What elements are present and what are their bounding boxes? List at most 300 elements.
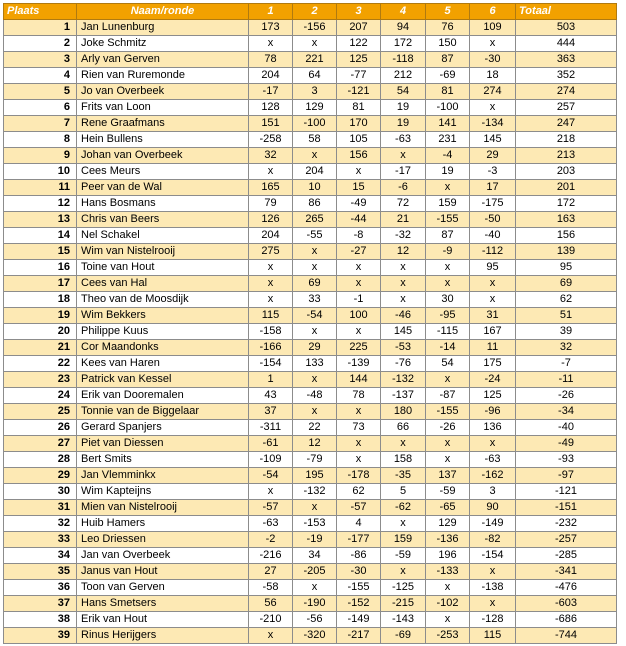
round-2-cell: 10	[293, 180, 337, 196]
player-name-cell: Piet van Diessen	[77, 436, 249, 452]
table-row	[4, 548, 617, 564]
round-2-cell: x	[293, 324, 337, 340]
round-1-cell: 78	[249, 52, 293, 68]
header-totaal: Totaal	[516, 4, 617, 20]
table-row	[4, 116, 617, 132]
player-name-cell: Arly van Gerven	[77, 52, 249, 68]
round-1-cell: 115	[249, 308, 293, 324]
round-4-cell: 19	[381, 100, 426, 116]
player-name-cell: Frits van Loon	[77, 100, 249, 116]
table-row	[4, 68, 617, 84]
total-cell: -232	[516, 516, 617, 532]
round-6-cell: 31	[470, 308, 516, 324]
table-row	[4, 388, 617, 404]
table-row	[4, 420, 617, 436]
rank-cell: 22	[4, 356, 77, 372]
round-2-cell: 69	[293, 276, 337, 292]
round-3-cell: -77	[337, 68, 381, 84]
total-cell: -34	[516, 404, 617, 420]
round-5-cell: x	[426, 580, 470, 596]
round-1-cell: x	[249, 484, 293, 500]
round-4-cell: -143	[381, 612, 426, 628]
round-3-cell: -27	[337, 244, 381, 260]
table-row	[4, 228, 617, 244]
round-3-cell: x	[337, 436, 381, 452]
total-cell: 172	[516, 196, 617, 212]
table-row	[4, 468, 617, 484]
total-cell: -121	[516, 484, 617, 500]
round-3-cell: 207	[337, 20, 381, 36]
round-4-cell: 54	[381, 84, 426, 100]
round-1-cell: -17	[249, 84, 293, 100]
round-2-cell: -56	[293, 612, 337, 628]
round-3-cell: 170	[337, 116, 381, 132]
round-4-cell: -215	[381, 596, 426, 612]
round-2-cell: 12	[293, 436, 337, 452]
total-cell: -93	[516, 452, 617, 468]
player-name-cell: Hans Bosmans	[77, 196, 249, 212]
round-2-cell: -132	[293, 484, 337, 500]
table-row	[4, 564, 617, 580]
round-2-cell: 129	[293, 100, 337, 116]
round-1-cell: -63	[249, 516, 293, 532]
table-row	[4, 244, 617, 260]
total-cell: -686	[516, 612, 617, 628]
round-3-cell: -178	[337, 468, 381, 484]
round-1-cell: -57	[249, 500, 293, 516]
table-row	[4, 132, 617, 148]
round-2-cell: 204	[293, 164, 337, 180]
round-5-cell: 54	[426, 356, 470, 372]
table-row	[4, 612, 617, 628]
round-4-cell: 66	[381, 420, 426, 436]
round-6-cell: 115	[470, 628, 516, 644]
round-5-cell: -59	[426, 484, 470, 500]
round-6-cell: 90	[470, 500, 516, 516]
table-row	[4, 292, 617, 308]
round-4-cell: -59	[381, 548, 426, 564]
round-4-cell: 159	[381, 532, 426, 548]
player-name-cell: Chris van Beers	[77, 212, 249, 228]
round-5-cell: -253	[426, 628, 470, 644]
round-3-cell: 100	[337, 308, 381, 324]
round-6-cell: -154	[470, 548, 516, 564]
header-round-2: 2	[293, 4, 337, 20]
round-5-cell: -95	[426, 308, 470, 324]
round-1-cell: 165	[249, 180, 293, 196]
round-4-cell: 212	[381, 68, 426, 84]
round-6-cell: -82	[470, 532, 516, 548]
round-3-cell: x	[337, 276, 381, 292]
round-2-cell: 34	[293, 548, 337, 564]
round-3-cell: 225	[337, 340, 381, 356]
round-3-cell: x	[337, 324, 381, 340]
round-1-cell: -216	[249, 548, 293, 564]
round-6-cell: -24	[470, 372, 516, 388]
round-5-cell: 231	[426, 132, 470, 148]
table-row	[4, 164, 617, 180]
round-3-cell: 62	[337, 484, 381, 500]
round-6-cell: 136	[470, 420, 516, 436]
round-5-cell: x	[426, 180, 470, 196]
rank-cell: 23	[4, 372, 77, 388]
total-cell: 503	[516, 20, 617, 36]
round-4-cell: 72	[381, 196, 426, 212]
round-1-cell: 37	[249, 404, 293, 420]
round-3-cell: -1	[337, 292, 381, 308]
round-2-cell: 133	[293, 356, 337, 372]
rank-cell: 10	[4, 164, 77, 180]
round-2-cell: -79	[293, 452, 337, 468]
round-6-cell: x	[470, 596, 516, 612]
round-3-cell: -8	[337, 228, 381, 244]
table-row	[4, 436, 617, 452]
round-1-cell: 27	[249, 564, 293, 580]
round-2-cell: 221	[293, 52, 337, 68]
round-5-cell: 159	[426, 196, 470, 212]
round-1-cell: 204	[249, 228, 293, 244]
round-1-cell: -311	[249, 420, 293, 436]
round-1-cell: 126	[249, 212, 293, 228]
round-2-cell: x	[293, 244, 337, 260]
round-3-cell: 125	[337, 52, 381, 68]
round-3-cell: 78	[337, 388, 381, 404]
rank-cell: 24	[4, 388, 77, 404]
round-5-cell: 196	[426, 548, 470, 564]
round-5-cell: -136	[426, 532, 470, 548]
table-row	[4, 84, 617, 100]
total-cell: 201	[516, 180, 617, 196]
header-round-3: 3	[337, 4, 381, 20]
round-4-cell: -53	[381, 340, 426, 356]
rank-cell: 34	[4, 548, 77, 564]
round-4-cell: -63	[381, 132, 426, 148]
round-3-cell: -57	[337, 500, 381, 516]
round-4-cell: x	[381, 436, 426, 452]
table-row	[4, 260, 617, 276]
round-2-cell: -48	[293, 388, 337, 404]
round-2-cell: 58	[293, 132, 337, 148]
player-name-cell: Bert Smits	[77, 452, 249, 468]
player-name-cell: Erik van Dooremalen	[77, 388, 249, 404]
total-cell: -97	[516, 468, 617, 484]
round-3-cell: x	[337, 452, 381, 468]
round-5-cell: x	[426, 276, 470, 292]
round-2-cell: x	[293, 36, 337, 52]
round-6-cell: 11	[470, 340, 516, 356]
round-1-cell: 43	[249, 388, 293, 404]
round-4-cell: 5	[381, 484, 426, 500]
round-1-cell: 275	[249, 244, 293, 260]
total-cell: 444	[516, 36, 617, 52]
table-row	[4, 36, 617, 52]
round-6-cell: -30	[470, 52, 516, 68]
table-row	[4, 628, 617, 644]
header-naam: Naam/ronde	[77, 4, 249, 20]
round-5-cell: -102	[426, 596, 470, 612]
table-row	[4, 372, 617, 388]
total-cell: 352	[516, 68, 617, 84]
player-name-cell: Toine van Hout	[77, 260, 249, 276]
player-name-cell: Jan Vlemminkx	[77, 468, 249, 484]
round-6-cell: -134	[470, 116, 516, 132]
total-cell: -26	[516, 388, 617, 404]
player-name-cell: Janus van Hout	[77, 564, 249, 580]
round-1-cell: 1	[249, 372, 293, 388]
total-cell: -257	[516, 532, 617, 548]
total-cell: 247	[516, 116, 617, 132]
round-6-cell: -96	[470, 404, 516, 420]
round-1-cell: -158	[249, 324, 293, 340]
total-cell: 163	[516, 212, 617, 228]
round-1-cell: 79	[249, 196, 293, 212]
round-4-cell: x	[381, 516, 426, 532]
rank-cell: 21	[4, 340, 77, 356]
rank-cell: 9	[4, 148, 77, 164]
player-name-cell: Wim van Nistelrooij	[77, 244, 249, 260]
player-name-cell: Theo van de Moosdijk	[77, 292, 249, 308]
table-row	[4, 452, 617, 468]
player-name-cell: Jan Lunenburg	[77, 20, 249, 36]
rank-cell: 25	[4, 404, 77, 420]
round-3-cell: -49	[337, 196, 381, 212]
header-round-5: 5	[426, 4, 470, 20]
rank-cell: 12	[4, 196, 77, 212]
table-row	[4, 500, 617, 516]
round-2-cell: x	[293, 260, 337, 276]
player-name-cell: Patrick van Kessel	[77, 372, 249, 388]
round-1-cell: 204	[249, 68, 293, 84]
round-5-cell: -65	[426, 500, 470, 516]
total-cell: 257	[516, 100, 617, 116]
total-cell: -151	[516, 500, 617, 516]
round-6-cell: -149	[470, 516, 516, 532]
round-2-cell: 64	[293, 68, 337, 84]
round-5-cell: -87	[426, 388, 470, 404]
round-6-cell: x	[470, 276, 516, 292]
rank-cell: 39	[4, 628, 77, 644]
round-6-cell: 17	[470, 180, 516, 196]
round-3-cell: -217	[337, 628, 381, 644]
round-4-cell: 158	[381, 452, 426, 468]
round-4-cell: x	[381, 260, 426, 276]
round-2-cell: x	[293, 580, 337, 596]
total-cell: 62	[516, 292, 617, 308]
rank-cell: 36	[4, 580, 77, 596]
round-4-cell: x	[381, 564, 426, 580]
round-5-cell: -26	[426, 420, 470, 436]
table-row	[4, 308, 617, 324]
round-5-cell: -14	[426, 340, 470, 356]
rank-cell: 15	[4, 244, 77, 260]
round-5-cell: 137	[426, 468, 470, 484]
round-5-cell: -9	[426, 244, 470, 260]
round-6-cell: 145	[470, 132, 516, 148]
table-row	[4, 100, 617, 116]
round-5-cell: x	[426, 612, 470, 628]
table-row	[4, 532, 617, 548]
header-row	[4, 4, 617, 20]
player-name-cell: Peer van de Wal	[77, 180, 249, 196]
round-3-cell: 144	[337, 372, 381, 388]
player-name-cell: Hein Bullens	[77, 132, 249, 148]
round-1-cell: 32	[249, 148, 293, 164]
rank-cell: 29	[4, 468, 77, 484]
total-cell: 363	[516, 52, 617, 68]
rank-cell: 7	[4, 116, 77, 132]
round-4-cell: -137	[381, 388, 426, 404]
round-1-cell: 56	[249, 596, 293, 612]
rank-cell: 19	[4, 308, 77, 324]
player-name-cell: Erik van Hout	[77, 612, 249, 628]
round-5-cell: x	[426, 452, 470, 468]
round-3-cell: x	[337, 404, 381, 420]
rank-cell: 37	[4, 596, 77, 612]
header-round-4: 4	[381, 4, 426, 20]
table-row	[4, 516, 617, 532]
rank-cell: 35	[4, 564, 77, 580]
round-6-cell: 175	[470, 356, 516, 372]
results-table	[3, 3, 617, 644]
rank-cell: 13	[4, 212, 77, 228]
round-6-cell: -162	[470, 468, 516, 484]
round-1-cell: -54	[249, 468, 293, 484]
round-2-cell: 86	[293, 196, 337, 212]
round-6-cell: 95	[470, 260, 516, 276]
round-6-cell: -63	[470, 452, 516, 468]
round-6-cell: x	[470, 100, 516, 116]
header-round-6: 6	[470, 4, 516, 20]
round-3-cell: -86	[337, 548, 381, 564]
total-cell: -744	[516, 628, 617, 644]
round-1-cell: x	[249, 164, 293, 180]
round-2-cell: 3	[293, 84, 337, 100]
player-name-cell: Wim Bekkers	[77, 308, 249, 324]
total-cell: -341	[516, 564, 617, 580]
round-2-cell: x	[293, 404, 337, 420]
player-name-cell: Huib Hamers	[77, 516, 249, 532]
total-cell: -7	[516, 356, 617, 372]
round-1-cell: -109	[249, 452, 293, 468]
round-1-cell: x	[249, 36, 293, 52]
round-2-cell: 33	[293, 292, 337, 308]
round-2-cell: -55	[293, 228, 337, 244]
round-4-cell: 172	[381, 36, 426, 52]
table-row	[4, 324, 617, 340]
player-name-cell: Rinus Herijgers	[77, 628, 249, 644]
total-cell: -40	[516, 420, 617, 436]
total-cell: -285	[516, 548, 617, 564]
rank-cell: 1	[4, 20, 77, 36]
round-2-cell: x	[293, 500, 337, 516]
rank-cell: 11	[4, 180, 77, 196]
rank-cell: 31	[4, 500, 77, 516]
round-2-cell: 22	[293, 420, 337, 436]
table-row	[4, 180, 617, 196]
table-row	[4, 276, 617, 292]
round-2-cell: -153	[293, 516, 337, 532]
round-1-cell: -2	[249, 532, 293, 548]
round-3-cell: 156	[337, 148, 381, 164]
round-6-cell: 167	[470, 324, 516, 340]
table-row	[4, 340, 617, 356]
table-row	[4, 148, 617, 164]
round-2-cell: 265	[293, 212, 337, 228]
round-4-cell: x	[381, 148, 426, 164]
round-6-cell: x	[470, 36, 516, 52]
round-5-cell: -115	[426, 324, 470, 340]
round-4-cell: 12	[381, 244, 426, 260]
player-name-cell: Wim Kapteijns	[77, 484, 249, 500]
total-cell: 69	[516, 276, 617, 292]
total-cell: 218	[516, 132, 617, 148]
player-name-cell: Joke Schmitz	[77, 36, 249, 52]
round-5-cell: 30	[426, 292, 470, 308]
total-cell: 203	[516, 164, 617, 180]
round-6-cell: x	[470, 564, 516, 580]
round-4-cell: x	[381, 292, 426, 308]
round-4-cell: -17	[381, 164, 426, 180]
round-1-cell: -258	[249, 132, 293, 148]
round-4-cell: -118	[381, 52, 426, 68]
round-6-cell: 274	[470, 84, 516, 100]
total-cell: 139	[516, 244, 617, 260]
total-cell: 39	[516, 324, 617, 340]
table-row	[4, 52, 617, 68]
round-6-cell: -175	[470, 196, 516, 212]
player-name-cell: Tonnie van de Biggelaar	[77, 404, 249, 420]
round-3-cell: 105	[337, 132, 381, 148]
round-6-cell: -112	[470, 244, 516, 260]
round-5-cell: -155	[426, 212, 470, 228]
round-5-cell: x	[426, 372, 470, 388]
round-2-cell: 195	[293, 468, 337, 484]
round-5-cell: -133	[426, 564, 470, 580]
table-row	[4, 196, 617, 212]
player-name-cell: Leo Driessen	[77, 532, 249, 548]
player-name-cell: Cees Meurs	[77, 164, 249, 180]
round-3-cell: -30	[337, 564, 381, 580]
round-6-cell: 109	[470, 20, 516, 36]
round-3-cell: 81	[337, 100, 381, 116]
round-1-cell: x	[249, 292, 293, 308]
player-name-cell: Kees van Haren	[77, 356, 249, 372]
rank-cell: 2	[4, 36, 77, 52]
total-cell: 156	[516, 228, 617, 244]
total-cell: 95	[516, 260, 617, 276]
round-2-cell: -19	[293, 532, 337, 548]
round-1-cell: -61	[249, 436, 293, 452]
total-cell: 32	[516, 340, 617, 356]
round-1-cell: x	[249, 276, 293, 292]
round-3-cell: x	[337, 164, 381, 180]
round-3-cell: -139	[337, 356, 381, 372]
round-4-cell: -132	[381, 372, 426, 388]
rank-cell: 8	[4, 132, 77, 148]
round-3-cell: 4	[337, 516, 381, 532]
round-3-cell: -152	[337, 596, 381, 612]
round-5-cell: -69	[426, 68, 470, 84]
rank-cell: 5	[4, 84, 77, 100]
round-5-cell: x	[426, 436, 470, 452]
round-5-cell: -155	[426, 404, 470, 420]
player-name-cell: Mien van Nistelrooij	[77, 500, 249, 516]
round-5-cell: 150	[426, 36, 470, 52]
table-row	[4, 484, 617, 500]
round-6-cell: -50	[470, 212, 516, 228]
round-5-cell: -100	[426, 100, 470, 116]
rank-cell: 4	[4, 68, 77, 84]
